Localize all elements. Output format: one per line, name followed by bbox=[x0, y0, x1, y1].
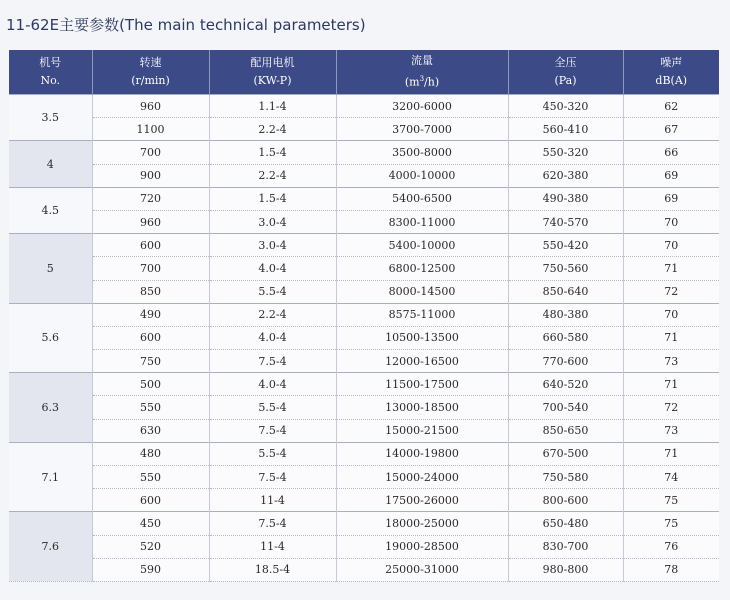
cell-model: 5.6 bbox=[9, 303, 92, 373]
cell-pressure: 750-580 bbox=[508, 466, 623, 489]
cell-flow: 15000-24000 bbox=[336, 466, 508, 489]
cell-pressure: 560-410 bbox=[508, 118, 623, 141]
cell-speed: 750 bbox=[92, 350, 209, 373]
cell-pressure: 850-650 bbox=[508, 419, 623, 442]
header-model-cn: 机号 bbox=[39, 56, 62, 69]
cell-pressure: 740-570 bbox=[508, 210, 623, 233]
cell-flow: 8575-11000 bbox=[336, 303, 508, 326]
header-noise-en: dB(A) bbox=[655, 74, 688, 87]
header-pressure-en: (Pa) bbox=[554, 74, 577, 87]
header-motor-en: (KW-P) bbox=[253, 74, 292, 87]
cell-speed: 630 bbox=[92, 419, 209, 442]
cell-motor: 7.5-4 bbox=[209, 350, 336, 373]
table-row bbox=[9, 489, 719, 512]
table-row bbox=[9, 187, 719, 210]
cell-speed: 550 bbox=[92, 466, 209, 489]
cell-pressure: 490-380 bbox=[508, 187, 623, 210]
cell-noise: 70 bbox=[623, 303, 719, 326]
cell-flow: 3200-6000 bbox=[336, 95, 508, 118]
cell-model: 7.6 bbox=[9, 512, 92, 582]
cell-motor: 7.5-4 bbox=[209, 419, 336, 442]
cell-motor: 1.1-4 bbox=[209, 95, 336, 118]
cell-motor: 7.5-4 bbox=[209, 466, 336, 489]
cell-noise: 73 bbox=[623, 350, 719, 373]
cell-motor: 4.0-4 bbox=[209, 257, 336, 280]
cell-motor: 3.0-4 bbox=[209, 234, 336, 257]
cell-motor: 2.2-4 bbox=[209, 118, 336, 141]
cell-motor: 18.5-4 bbox=[209, 558, 336, 581]
cell-flow: 6800-12500 bbox=[336, 257, 508, 280]
header-motor-cn: 配用电机 bbox=[250, 56, 295, 69]
cell-pressure: 750-560 bbox=[508, 257, 623, 280]
cell-flow: 13000-18500 bbox=[336, 396, 508, 419]
cell-speed: 900 bbox=[92, 164, 209, 187]
header-pressure bbox=[508, 50, 623, 95]
cell-flow: 8000-14500 bbox=[336, 280, 508, 303]
cell-flow: 11500-17500 bbox=[336, 373, 508, 396]
cell-noise: 75 bbox=[623, 512, 719, 535]
cell-flow: 19000-28500 bbox=[336, 535, 508, 558]
cell-pressure: 640-520 bbox=[508, 373, 623, 396]
cell-speed: 600 bbox=[92, 326, 209, 349]
table-row bbox=[9, 257, 719, 280]
cell-speed: 550 bbox=[92, 396, 209, 419]
cell-pressure: 700-540 bbox=[508, 396, 623, 419]
header-noise bbox=[623, 50, 719, 95]
cell-motor: 5.5-4 bbox=[209, 396, 336, 419]
cell-flow: 12000-16500 bbox=[336, 350, 508, 373]
cell-flow: 15000-21500 bbox=[336, 419, 508, 442]
cell-noise: 67 bbox=[623, 118, 719, 141]
cell-speed: 500 bbox=[92, 373, 209, 396]
cell-motor: 2.2-4 bbox=[209, 164, 336, 187]
cell-flow: 10500-13500 bbox=[336, 326, 508, 349]
cell-noise: 74 bbox=[623, 466, 719, 489]
cell-model: 4.5 bbox=[9, 187, 92, 233]
cell-motor: 11-4 bbox=[209, 535, 336, 558]
header-flow-cn: 流量 bbox=[411, 54, 433, 68]
cell-motor: 3.0-4 bbox=[209, 210, 336, 233]
cell-speed: 720 bbox=[92, 187, 209, 210]
cell-flow: 3500-8000 bbox=[336, 141, 508, 164]
cell-speed: 850 bbox=[92, 280, 209, 303]
header-flow bbox=[336, 50, 508, 95]
cell-motor: 1.5-4 bbox=[209, 187, 336, 210]
cell-noise: 62 bbox=[623, 95, 719, 118]
cell-speed: 700 bbox=[92, 141, 209, 164]
table-row bbox=[9, 373, 719, 396]
cell-pressure: 480-380 bbox=[508, 303, 623, 326]
cell-model: 7.1 bbox=[9, 442, 92, 512]
cell-speed: 480 bbox=[92, 442, 209, 465]
cell-speed: 1100 bbox=[92, 118, 209, 141]
header-flow-unit bbox=[337, 70, 508, 92]
cell-motor: 2.2-4 bbox=[209, 303, 336, 326]
table-row bbox=[9, 396, 719, 419]
cell-pressure: 660-580 bbox=[508, 326, 623, 349]
table-row bbox=[9, 164, 719, 187]
cell-motor: 1.5-4 bbox=[209, 141, 336, 164]
cell-speed: 700 bbox=[92, 257, 209, 280]
cell-flow: 8300-11000 bbox=[336, 210, 508, 233]
cell-flow: 25000-31000 bbox=[336, 558, 508, 581]
cell-model: 5 bbox=[9, 234, 92, 304]
header-flow-unit-pre: (m bbox=[404, 75, 420, 89]
cell-speed: 600 bbox=[92, 234, 209, 257]
header-speed-en: (r/min) bbox=[131, 74, 170, 87]
table-row bbox=[9, 442, 719, 465]
cell-noise: 71 bbox=[623, 442, 719, 465]
cell-pressure: 770-600 bbox=[508, 350, 623, 373]
table-row bbox=[9, 419, 719, 442]
cell-noise: 73 bbox=[623, 419, 719, 442]
table-row bbox=[9, 466, 719, 489]
cell-flow: 4000-10000 bbox=[336, 164, 508, 187]
cell-flow: 3700-7000 bbox=[336, 118, 508, 141]
table-row bbox=[9, 535, 719, 558]
cell-noise: 71 bbox=[623, 373, 719, 396]
table-row bbox=[9, 95, 719, 118]
header-model-en: No. bbox=[40, 74, 61, 87]
cell-noise: 70 bbox=[623, 210, 719, 233]
header-speed bbox=[92, 50, 209, 95]
header-flow-unit-sup: 3 bbox=[419, 75, 425, 84]
cell-speed: 960 bbox=[92, 210, 209, 233]
cell-pressure: 550-320 bbox=[508, 141, 623, 164]
cell-motor: 4.0-4 bbox=[209, 326, 336, 349]
table-row bbox=[9, 118, 719, 141]
cell-noise: 72 bbox=[623, 396, 719, 419]
cell-pressure: 620-380 bbox=[508, 164, 623, 187]
parameters-table bbox=[9, 50, 719, 582]
header-motor bbox=[209, 50, 336, 95]
cell-model: 3.5 bbox=[9, 95, 92, 141]
cell-noise: 70 bbox=[623, 234, 719, 257]
page-title: 11-62E主要参数(The main technical parameters) bbox=[6, 16, 366, 34]
header-flow-unit-post: /h) bbox=[424, 75, 440, 89]
cell-speed: 960 bbox=[92, 95, 209, 118]
cell-pressure: 550-420 bbox=[508, 234, 623, 257]
cell-noise: 69 bbox=[623, 164, 719, 187]
table-row bbox=[9, 350, 719, 373]
cell-flow: 5400-6500 bbox=[336, 187, 508, 210]
cell-noise: 66 bbox=[623, 141, 719, 164]
cell-speed: 520 bbox=[92, 535, 209, 558]
cell-speed: 600 bbox=[92, 489, 209, 512]
cell-pressure: 800-600 bbox=[508, 489, 623, 512]
cell-noise: 78 bbox=[623, 558, 719, 581]
cell-pressure: 670-500 bbox=[508, 442, 623, 465]
cell-speed: 590 bbox=[92, 558, 209, 581]
table-row bbox=[9, 141, 719, 164]
cell-speed: 450 bbox=[92, 512, 209, 535]
table-row bbox=[9, 210, 719, 233]
cell-motor: 5.5-4 bbox=[209, 442, 336, 465]
cell-flow: 18000-25000 bbox=[336, 512, 508, 535]
cell-noise: 71 bbox=[623, 257, 719, 280]
cell-flow: 14000-19800 bbox=[336, 442, 508, 465]
cell-noise: 71 bbox=[623, 326, 719, 349]
cell-pressure: 830-700 bbox=[508, 535, 623, 558]
cell-model: 6.3 bbox=[9, 373, 92, 443]
cell-speed: 490 bbox=[92, 303, 209, 326]
cell-flow: 17500-26000 bbox=[336, 489, 508, 512]
cell-noise: 75 bbox=[623, 489, 719, 512]
cell-pressure: 850-640 bbox=[508, 280, 623, 303]
header-noise-cn: 噪声 bbox=[660, 56, 683, 69]
table-row bbox=[9, 558, 719, 581]
cell-motor: 7.5-4 bbox=[209, 512, 336, 535]
table-row bbox=[9, 326, 719, 349]
table-body bbox=[9, 95, 719, 582]
header-pressure-cn: 全压 bbox=[554, 56, 577, 69]
cell-noise: 72 bbox=[623, 280, 719, 303]
cell-motor: 5.5-4 bbox=[209, 280, 336, 303]
cell-pressure: 980-800 bbox=[508, 558, 623, 581]
header-model bbox=[9, 50, 92, 95]
cell-flow: 5400-10000 bbox=[336, 234, 508, 257]
cell-motor: 11-4 bbox=[209, 489, 336, 512]
cell-noise: 69 bbox=[623, 187, 719, 210]
cell-noise: 76 bbox=[623, 535, 719, 558]
cell-pressure: 650-480 bbox=[508, 512, 623, 535]
table-row bbox=[9, 512, 719, 535]
table-row bbox=[9, 303, 719, 326]
cell-pressure: 450-320 bbox=[508, 95, 623, 118]
cell-model: 4 bbox=[9, 141, 92, 187]
header-speed-cn: 转速 bbox=[139, 56, 162, 69]
table-row bbox=[9, 234, 719, 257]
table-row bbox=[9, 280, 719, 303]
cell-motor: 4.0-4 bbox=[209, 373, 336, 396]
table-header bbox=[9, 50, 719, 95]
